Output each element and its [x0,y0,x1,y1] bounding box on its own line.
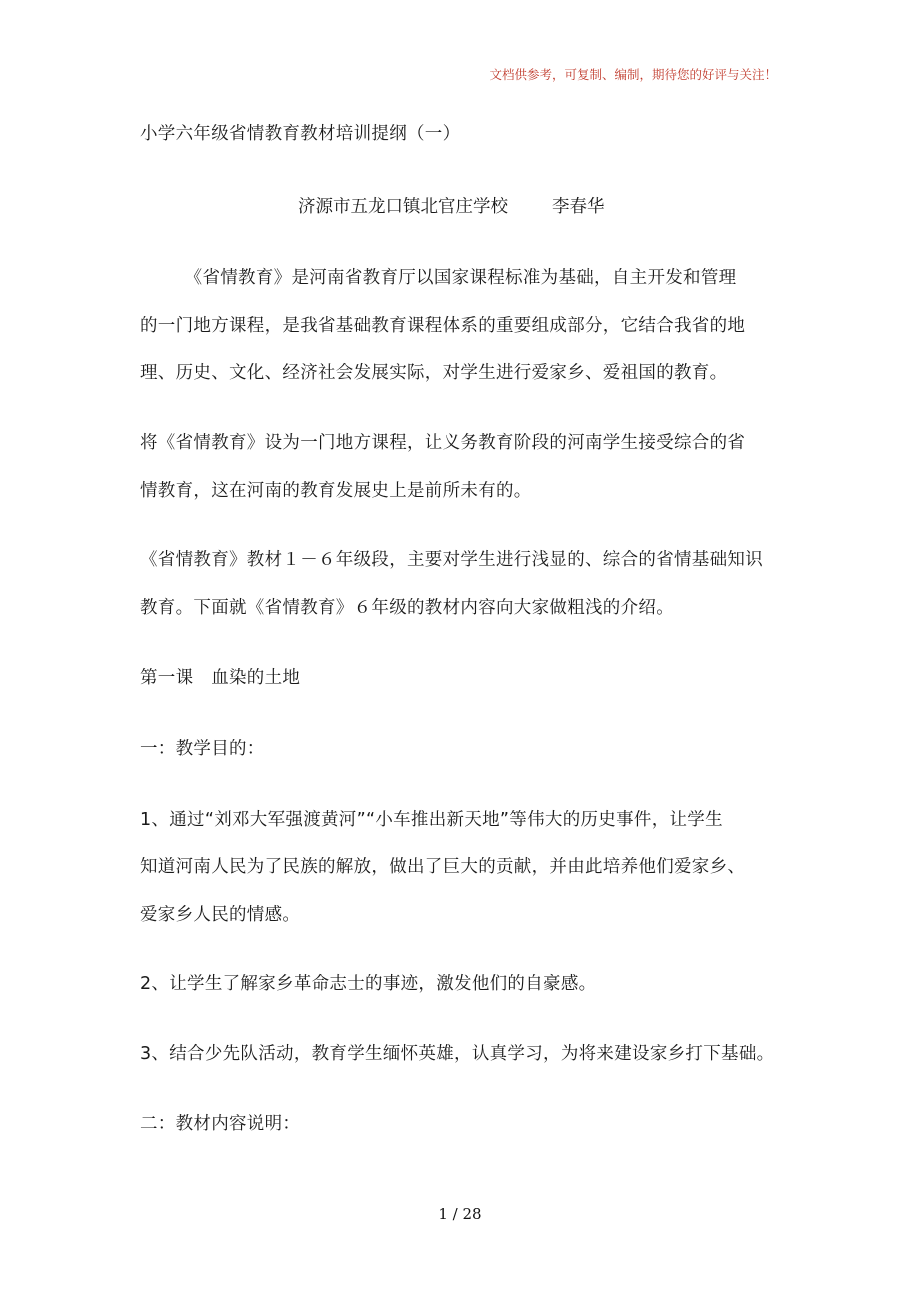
school-name: 济源市五龙口镇北官庄学校 [298,197,508,217]
lesson-heading: 第一课 血染的土地 [140,668,301,688]
paragraph-line: 情教育，这在河南的教育发展史上是前所未有的。 [140,481,532,501]
paragraph-line: 将《省情教育》设为一门地方课程，让义务教育阶段的河南学生接受综合的省 [140,433,746,453]
list-item-continuation: 知道河南人民为了民族的解放，做出了巨大的贡献，并由此培养他们爱家乡、 [140,857,746,877]
list-item-continuation: 爱家乡人民的情感。 [140,905,301,925]
list-item: 2、让学生了解家乡革命志士的事迹，激发他们的自豪感。 [140,974,597,994]
author-line [298,193,605,218]
page-indicator: 1 / 28 [438,1205,482,1223]
section-heading: 二：教材内容说明： [140,1114,301,1134]
list-item: 1、通过“刘邓大军强渡黄河”“小车推出新天地”等伟大的历史事件，让学生 [140,810,723,830]
list-item: 3、结合少先队活动，教育学生缅怀英雄，认真学习，为将来建设家乡打下基础。 [140,1044,775,1064]
paragraph-line: 《省情教育》教材１－６年级段，主要对学生进行浅显的、综合的省情基础知识 [140,550,763,570]
document-title: 小学六年级省情教育教材培训提纲（一） [140,124,461,144]
header-note: 文档供参考，可复制、编制，期待您的好评与关注！ [489,67,777,82]
paragraph-line: 教育。下面就《省情教育》６年级的教材内容向大家做粗浅的介绍。 [140,598,674,618]
paragraph-line: 理、历史、文化、经济社会发展实际，对学生进行爱家乡、爱祖国的教育。 [140,363,728,383]
author-name: 李春华 [552,197,605,217]
paragraph-line: 的一门地方课程，是我省基础教育课程体系的重要组成部分，它结合我省的地 [140,316,746,336]
paragraph-line: 《省情教育》是河南省教育厅以国家课程标准为基础，自主开发和管理 [140,268,737,288]
section-heading: 一：教学目的： [140,739,265,759]
